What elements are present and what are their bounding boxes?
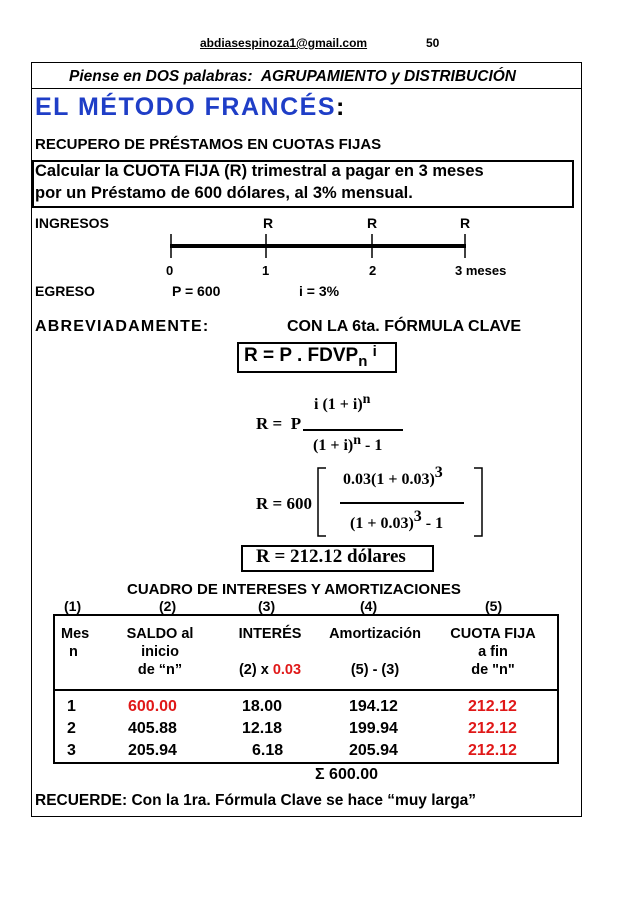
col-number-3: (3): [258, 598, 276, 614]
row2-amort: 199.94: [349, 720, 398, 737]
row2-interes: 12.18: [242, 720, 283, 737]
formula1-den-tail: - 1: [365, 437, 383, 454]
header-interes-line1: INTERÉS: [238, 626, 302, 642]
header-saldo-line2: inicio: [141, 644, 179, 660]
row1-amort: 194.12: [349, 698, 398, 715]
row3-saldo: 205.94: [128, 742, 177, 759]
header-saldo-line3: de “n”: [137, 662, 183, 678]
formula-box-text: [244, 343, 377, 370]
abbrev-label: ABREVIADAMENTE:: [35, 318, 210, 335]
rate-label: i = 3%: [299, 283, 340, 299]
subtitle: [69, 68, 516, 86]
problem-line-1: Calcular la CUOTA FIJA (R) trimestral a pagar en 3 meses: [35, 162, 484, 180]
header-email: abdiasespinoza1@gmail.com: [200, 36, 368, 50]
section-heading: RECUPERO DE PRÉSTAMOS EN CUOTAS FIJAS: [35, 136, 382, 153]
header-cuota-line3: de "n": [471, 662, 515, 678]
title-colon: :: [336, 93, 346, 121]
row2-cuota: 212.12: [468, 720, 517, 737]
subtitle-prefix: Piense en DOS palabras:: [69, 68, 253, 85]
col-number-2: (2): [159, 598, 177, 614]
col-number-4: (4): [360, 598, 378, 614]
header-amortizacion: [317, 625, 433, 679]
header-interes-line2: [225, 643, 315, 661]
amortization-sum: Σ 600.00: [315, 766, 378, 783]
page-number: 50: [426, 36, 440, 50]
tick-1: 1: [262, 263, 270, 278]
formula1-num: [314, 392, 371, 414]
row1-interes: 18.00: [242, 698, 283, 715]
footer-note: RECUERDE: Con la 1ra. Fórmula Clave se hace “muy larga”: [35, 792, 477, 809]
formula1-lhs: [256, 414, 301, 434]
formula1-p: P: [290, 414, 302, 433]
formula1-fraction-bar: [303, 429, 403, 431]
page-title: [35, 93, 346, 122]
table-title: CUADRO DE INTERESES Y AMORTIZACIONES: [127, 581, 461, 598]
row2-mes: 2: [67, 720, 76, 737]
subtitle-words: AGRUPAMIENTO y DISTRIBUCIÓN: [260, 68, 517, 85]
title-main: EL MÉTODO FRANCÉS: [35, 93, 336, 121]
header-cuota-line1: CUOTA FIJA: [450, 626, 536, 642]
subtitle-rule: [31, 88, 582, 89]
row3-mes: 3: [67, 742, 76, 759]
row1-mes: 1: [67, 698, 76, 715]
row3-interes: 6.18: [252, 742, 284, 759]
abbrev-clave: CON LA 6ta. FÓRMULA CLAVE: [287, 318, 522, 335]
row3-cuota: 212.12: [468, 742, 517, 759]
header-saldo-line1: SALDO al: [126, 626, 194, 642]
amortization-table: [53, 614, 559, 764]
formula2-den: [350, 508, 444, 533]
tick-2: 2: [369, 263, 377, 278]
row1-cuota: 212.12: [468, 698, 517, 715]
formula-main: R = P . FDVP: [244, 345, 359, 366]
formula1-num-text: i (1 + i): [314, 396, 363, 413]
result-value: R = 212.12 dólares: [256, 546, 406, 567]
header-cuota: [433, 625, 553, 679]
formula2-num: [343, 464, 443, 489]
timeline-axis: [160, 228, 480, 264]
header-interes: [225, 625, 315, 679]
row2-saldo: 405.88: [128, 720, 177, 737]
formula-sub-n: n: [358, 353, 368, 370]
formula2-lhs: R = 600: [256, 494, 312, 513]
ingresos-label: INGRESOS: [35, 215, 109, 231]
table-header-divider: [55, 689, 557, 691]
row1-saldo: 600.00: [128, 698, 177, 715]
header-mes: [61, 625, 101, 661]
formula1-den-text: (1 + i): [313, 437, 354, 454]
r-label-1: R: [263, 215, 274, 231]
header-interes-line3: [225, 661, 315, 679]
col-number-5: (5): [485, 598, 503, 614]
egreso-label: EGRESO: [35, 283, 95, 299]
formula1-den: [313, 433, 383, 455]
formula1-num-exp: n: [362, 392, 371, 407]
formula1-den-exp: n: [353, 433, 362, 448]
header-mes-line2: n: [69, 644, 78, 660]
formula2-den-exp: 3: [413, 508, 422, 525]
header-saldo: [110, 625, 210, 679]
formula-sup-i: i: [372, 343, 377, 360]
header-amort-line3: (5) - (3): [350, 662, 400, 678]
tick-3: 3 meses: [455, 263, 507, 278]
header-amort-line2: [317, 643, 433, 661]
formula1-lhs-text: R =: [256, 414, 283, 433]
header-amort-line1: Amortización: [329, 626, 421, 642]
r-label-2: R: [367, 215, 378, 231]
row3-amort: 205.94: [349, 742, 398, 759]
formula2-fraction-bar: [340, 502, 464, 504]
formula2-den-text: (1 + 0.03): [350, 515, 414, 532]
formula2-den-tail: - 1: [425, 515, 444, 532]
header-cuota-line2: a fin: [478, 644, 508, 660]
formula2-num-text: 0.03(1 + 0.03): [343, 471, 435, 488]
principal-label: P = 600: [172, 283, 221, 299]
formula2-num-exp: 3: [434, 464, 443, 481]
r-label-3: R: [460, 215, 471, 231]
col-number-1: (1): [64, 598, 82, 614]
header-interes-formula: (2) x: [238, 662, 269, 678]
problem-line-2: por un Préstamo de 600 dólares, al 3% mensual.: [35, 184, 413, 202]
tick-0: 0: [166, 263, 174, 278]
header-interes-rate: 0.03: [272, 662, 302, 678]
header-mes-line1: Mes: [61, 626, 90, 642]
